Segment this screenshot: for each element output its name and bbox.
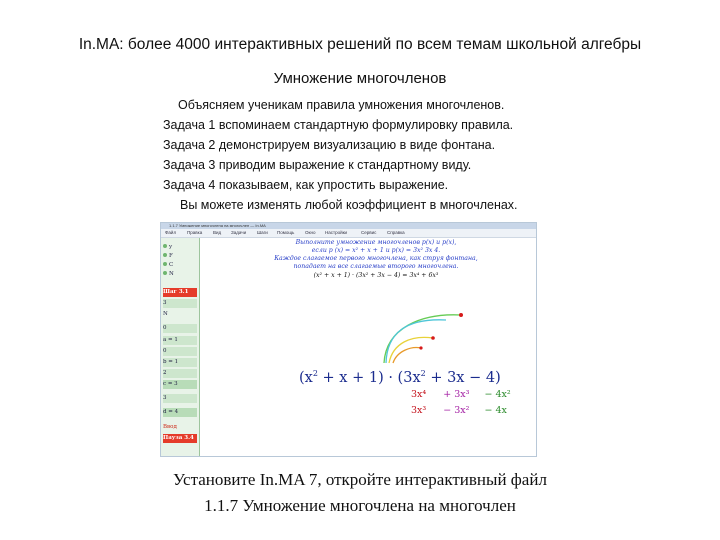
coefficient-b-field[interactable]: b = 1 bbox=[163, 358, 197, 367]
menu-item[interactable]: Шаги bbox=[257, 230, 268, 235]
menu-item[interactable]: Вид bbox=[213, 230, 222, 235]
product-term: − 3x² bbox=[443, 405, 470, 416]
menu-item[interactable]: Сервис bbox=[361, 230, 377, 235]
pause-button[interactable]: Пауза 3.4 bbox=[163, 434, 197, 443]
product-term: − 4x bbox=[484, 405, 507, 416]
task-line: Каждое слагаемое первого многочлена, как струя фонтана, bbox=[274, 255, 478, 262]
menu-item[interactable]: Помощь bbox=[277, 230, 295, 235]
product-term: − 4x² bbox=[484, 389, 511, 400]
sidebar-field[interactable]: 0 bbox=[163, 347, 197, 356]
menu-item[interactable]: Правка bbox=[187, 230, 203, 235]
sidebar-item-label: N bbox=[169, 271, 174, 277]
sidebar-field[interactable]: 2 bbox=[163, 369, 197, 378]
footer-line: 1.1.7 Умножение многочлена на многочлен bbox=[204, 496, 516, 515]
description-line: Задача 2 демонстрируем визуализацию в виде фонтана. bbox=[163, 138, 496, 152]
product-term: + 3x³ bbox=[443, 389, 470, 400]
menu-item[interactable]: Окно bbox=[305, 230, 316, 235]
task-line: если p (x) = x² + x + 1 и p(x) = 3x² 3x 4. bbox=[311, 247, 441, 254]
coefficient-a-field[interactable]: a = 1 bbox=[163, 336, 197, 345]
sidebar-item-label: C bbox=[169, 262, 174, 268]
enter-button[interactable]: Ввод bbox=[163, 424, 177, 430]
fountain-stream-yellow bbox=[389, 337, 433, 363]
fountain-visualization bbox=[161, 223, 536, 456]
product-term: 3x⁴ bbox=[411, 389, 427, 400]
sidebar-field[interactable]: N bbox=[163, 311, 168, 317]
sidebar-item-label: y bbox=[169, 244, 173, 250]
slide-subtitle: Умножение многочленов bbox=[273, 70, 447, 87]
description-line: Вы можете изменять любой коэффициент в многочленах. bbox=[180, 198, 518, 212]
fountain-stream-green bbox=[384, 315, 461, 363]
menu-item[interactable]: Задачи bbox=[231, 230, 247, 235]
task-line: Выполните умножение многочленов p(x) и p(x), bbox=[295, 239, 457, 246]
fountain-stream-orange bbox=[393, 348, 421, 363]
description-line: Задача 3 приводим выражение к стандартному виду. bbox=[163, 158, 472, 172]
product-term: 3x³ bbox=[411, 405, 427, 416]
sidebar-field[interactable]: 0 bbox=[163, 324, 197, 333]
menu-item[interactable]: Файл bbox=[165, 230, 177, 235]
polynomial-expression: $(x^2 + x + 1) \cdot (3x^2 + 3x - 4)$ bbox=[299, 369, 501, 386]
coefficient-c-field[interactable]: c = 3 bbox=[163, 380, 197, 389]
description-line: Объясняем ученикам правила умножения многочленов. bbox=[178, 98, 505, 112]
step-button[interactable]: Шаг 3.1 bbox=[163, 288, 197, 297]
product-row bbox=[411, 389, 511, 400]
footer-line: Установите In.MA 7, откройте интерактивный файл bbox=[173, 470, 547, 489]
menu-item[interactable]: Справка bbox=[387, 230, 405, 235]
product-row bbox=[411, 405, 507, 416]
fountain-stream-cyan bbox=[386, 320, 446, 363]
sidebar-item-label: F bbox=[169, 253, 173, 259]
coefficient-d-field[interactable]: d = 4 bbox=[163, 408, 197, 417]
sidebar-field[interactable]: 3 bbox=[163, 394, 197, 403]
sidebar-field[interactable]: 3 bbox=[163, 299, 197, 308]
task-line: (x² + x + 1) · (3x² + 3x − 4) = 3x⁴ + 6x³ bbox=[313, 272, 439, 279]
description-line: Задача 1 вспоминаем стандартную формулировку правила. bbox=[163, 118, 514, 132]
menu-item[interactable]: Настройки bbox=[325, 230, 348, 235]
task-line: попадает на все слагаемые второго многочлена. bbox=[293, 263, 459, 270]
fountain-marker bbox=[459, 313, 463, 317]
window-title: 1.1.7 Умножение многочлена на многочлен — In.MA bbox=[169, 223, 266, 228]
fountain-marker bbox=[431, 336, 435, 340]
app-screenshot bbox=[160, 222, 537, 457]
description-line: Задача 4 показываем, как упростить выражение. bbox=[163, 178, 449, 192]
page-title: In.MA: более 4000 интерактивных решений по всем темам школьной алгебры bbox=[78, 36, 642, 53]
fountain-marker bbox=[419, 346, 422, 349]
